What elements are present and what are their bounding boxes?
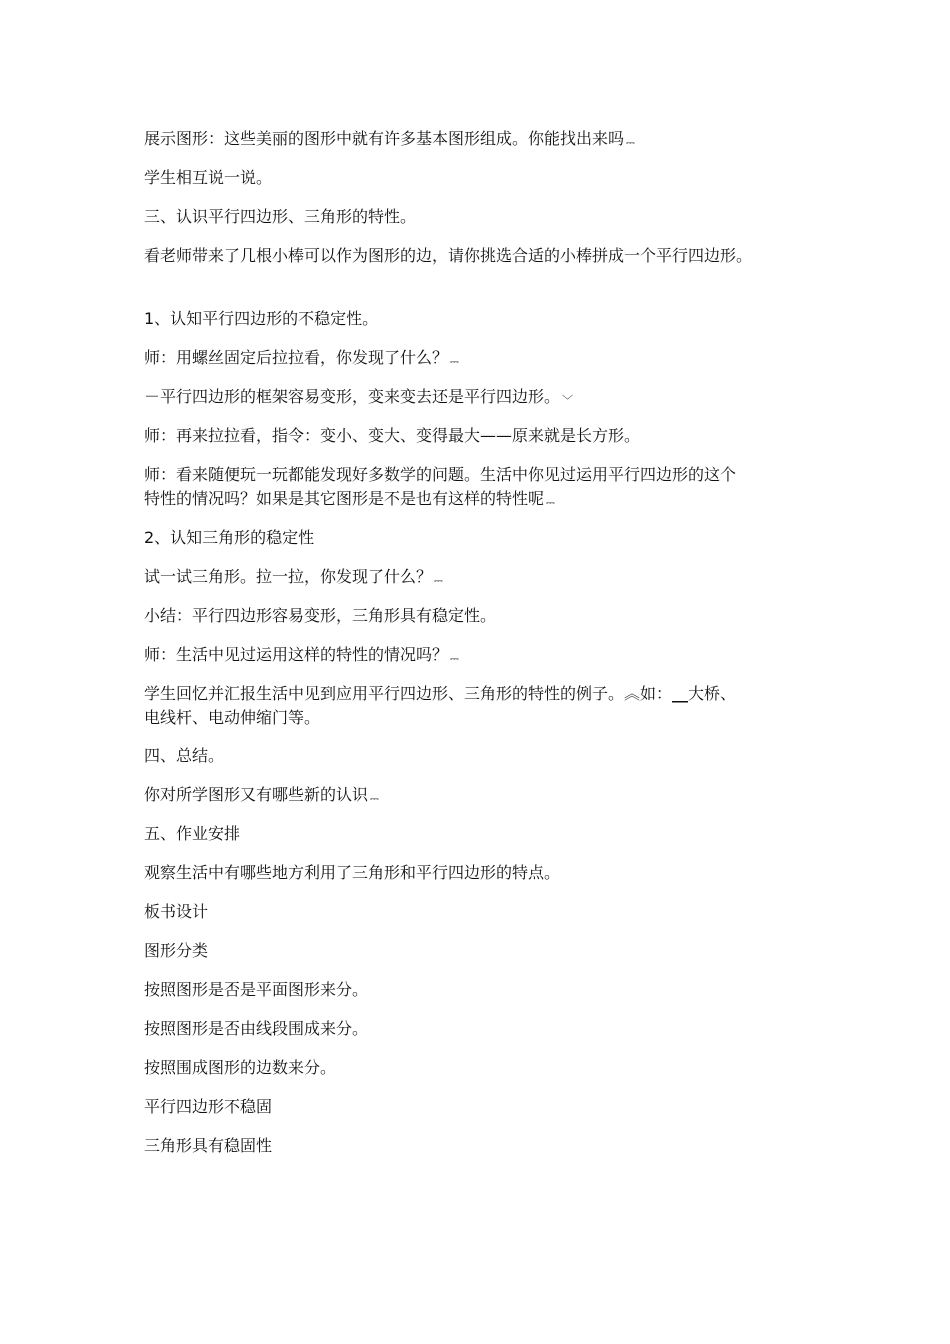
format-mark-icon: ⎓ [450,652,459,665]
line-text: 1、认知平行四边形的不稳定性。 [144,309,379,328]
text-line [144,488,824,514]
text-line [144,644,824,670]
text-line [144,605,824,627]
line-text: 师：再来拉拉看，指令：变小、变大、变得最大——原来就是长方形。 [144,426,641,445]
subsection-heading [144,527,824,549]
line-text: 看老师带来了几根小棒可以作为图形的边，请你挑选合适的小棒拼成一个平行四边形。 [144,246,753,265]
section-heading [144,206,824,228]
format-mark-icon: ⎓ [450,355,459,368]
text-line [144,167,824,189]
line-text: 四、总结。 [144,746,225,765]
line-text: 图形分类 [144,941,209,960]
line-text: 小结：平行四边形容易变形，三角形具有稳定性。 [144,606,497,625]
format-mark-icon: ﹀ [562,394,574,407]
line-text: －平行四边形的框架容易变形，变来变去还是平行四边形。 [144,387,561,406]
text-line [144,1096,824,1118]
text-line [144,683,824,705]
line-text: 师：用螺丝固定后拉拉看，你发现了什么？ [144,348,449,367]
format-mark-icon: ⎓ [546,496,555,509]
line-text: 试一试三角形。拉一拉，你发现了什么？ [144,567,433,586]
line-text: 你对所学图形又有哪些新的认识 [144,785,369,804]
text-line [144,245,824,267]
text-line [144,940,824,962]
line-text: 师：生活中见过运用这样的特性的情况吗？ [144,645,449,664]
text-line [144,425,824,447]
line-text: 电线杆、电动伸缩门等。 [144,708,321,727]
text-line [144,347,824,373]
text-line [144,1057,824,1079]
format-mark-icon: ⎓ [626,136,635,149]
line-text: 观察生活中有哪些地方利用了三角形和平行四边形的特点。 [144,863,561,882]
line-text: 五、作业安排 [144,824,241,843]
text-line [144,1018,824,1040]
line-text: 按照图形是否是平面图形来分。 [144,980,369,999]
text-line [144,128,824,154]
text-line [144,386,824,412]
text-line [144,979,824,1001]
line-text: 平行四边形不稳固 [144,1097,273,1116]
line-text: 展示图形：这些美丽的图形中就有许多基本图形组成。你能找出来吗 [144,129,625,148]
line-text: 师：看来随便玩一玩都能发现好多数学的问题。生活中你见过运用平行四边形的这个 [144,465,737,484]
text-line [144,1135,824,1157]
text-line [144,862,824,884]
text-line [144,784,824,810]
line-text: 板书设计 [144,902,209,921]
line-text: 三角形具有稳固性 [144,1136,273,1155]
text-line [144,707,824,729]
subsection-heading [144,308,824,330]
text-line [144,464,824,486]
format-mark-icon: ⎓ [370,792,379,805]
line-text: 2、认知三角形的稳定性 [144,528,315,547]
line-text: 三、认识平行四边形、三角形的特性。 [144,207,417,226]
format-mark-icon: ⎓ [434,574,443,587]
line-text: 学生相互说一说。 [144,168,273,187]
line-text: 按照围成图形的边数来分。 [144,1058,337,1077]
line-text: 特性的情况吗？如果是其它图形是不是也有这样的特性呢 [144,489,545,508]
line-text: 按照图形是否由线段围成来分。 [144,1019,369,1038]
text-line [144,566,824,592]
section-heading [144,745,824,767]
section-heading [144,901,824,923]
line-text: 学生回忆并汇报生活中见到应用平行四边形、三角形的特性的例子。︽如：⎽大桥、 [144,684,737,703]
section-heading [144,823,824,845]
